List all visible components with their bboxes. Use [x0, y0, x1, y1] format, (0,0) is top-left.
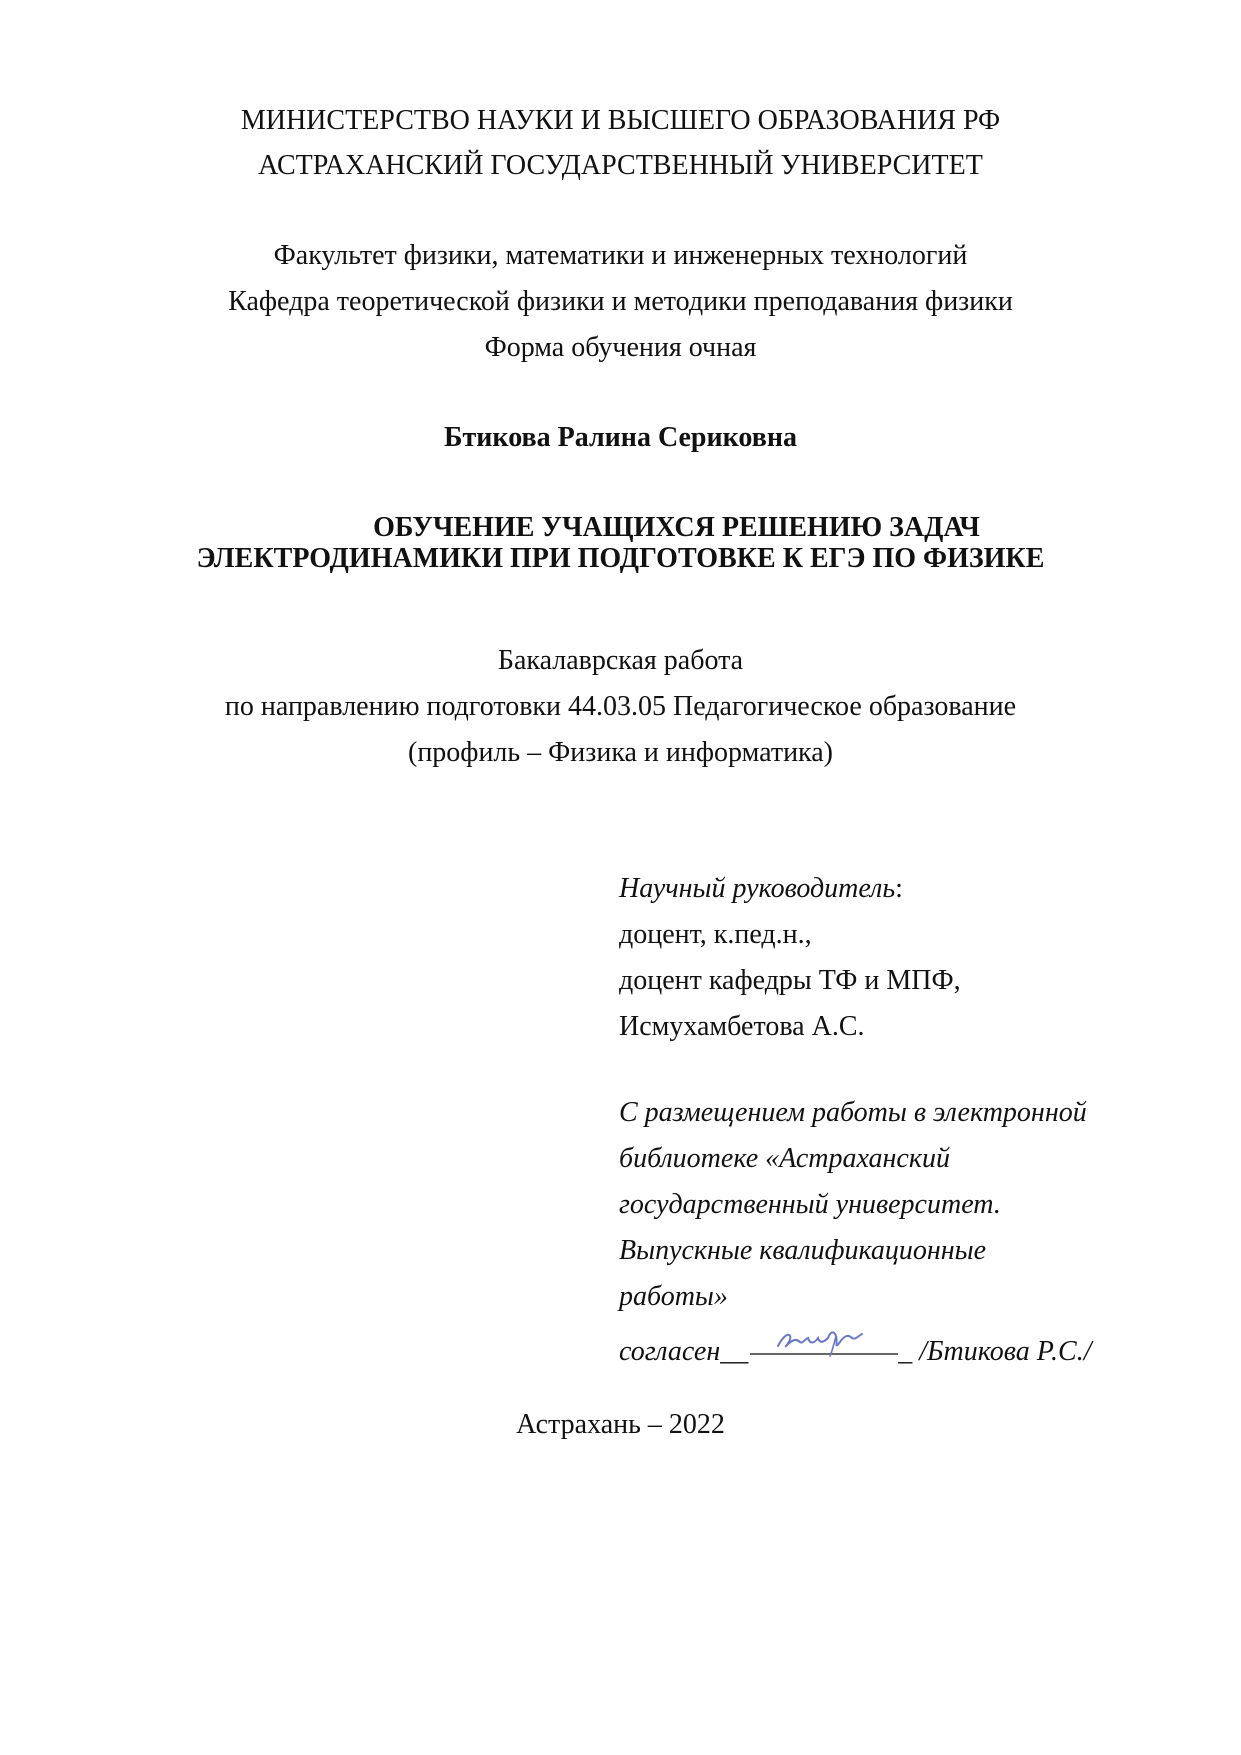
university-name: АСТРАХАНСКИЙ ГОСУДАРСТВЕННЫЙ УНИВЕРСИТЕТ: [258, 150, 983, 181]
supervisor-heading: [619, 872, 903, 906]
thesis-title-line-2: ЭЛЕКТРОДИНАМИКИ ПРИ ПОДГОТОВКЕ К ЕГЭ ПО ФИЗИКЕ: [196, 543, 1045, 574]
signature-image: [748, 1326, 898, 1360]
ministry-name: МИНИСТЕРСТВО НАУКИ И ВЫСШЕГО ОБРАЗОВАНИЯ РФ: [240, 105, 1001, 136]
consent-line-4: Выпускные квалификационные: [619, 1235, 987, 1266]
thesis-title-line-1: ОБУЧЕНИЕ УЧАЩИХСЯ РЕШЕНИЮ ЗАДАЧ: [373, 512, 980, 543]
work-type: Бакалаврская работа: [497, 645, 744, 676]
consent-author: _ /Бтикова Р.С./: [898, 1336, 1092, 1367]
supervisor-degree: доцент, к.пед.н.,: [619, 919, 812, 950]
consent-line-1: С размещением работы в электронной: [619, 1097, 1087, 1128]
consent-line-2: библиотеке «Астраханский: [619, 1143, 950, 1174]
supervisor-label: Научный руководитель: [619, 873, 896, 904]
consent-signature-line: [619, 1326, 1091, 1369]
consent-line-5: работы»: [619, 1281, 728, 1312]
supervisor-name: Исмухамбетова А.С.: [619, 1011, 865, 1042]
consent-line-3: государственный университет.: [619, 1189, 1001, 1220]
faculty-name: Факультет физики, математики и инженерных технологий: [273, 240, 968, 271]
signature-icon: [748, 1320, 898, 1360]
city-year: Астрахань – 2022: [516, 1409, 725, 1440]
department-name: Кафедра теоретической физики и методики преподавания физики: [228, 286, 1013, 317]
supervisor-colon: :: [895, 873, 903, 904]
supervisor-position: доцент кафедры ТФ и МПФ,: [619, 965, 961, 996]
author-name: Бтикова Ралина Сериковна: [444, 422, 797, 453]
study-form: Форма обучения очная: [484, 332, 757, 363]
work-direction: по направлению подготовки 44.03.05 Педагогическое образование: [224, 691, 1017, 722]
consent-agreed: согласен__: [619, 1336, 749, 1367]
work-profile: (профиль – Физика и информатика): [408, 737, 833, 768]
